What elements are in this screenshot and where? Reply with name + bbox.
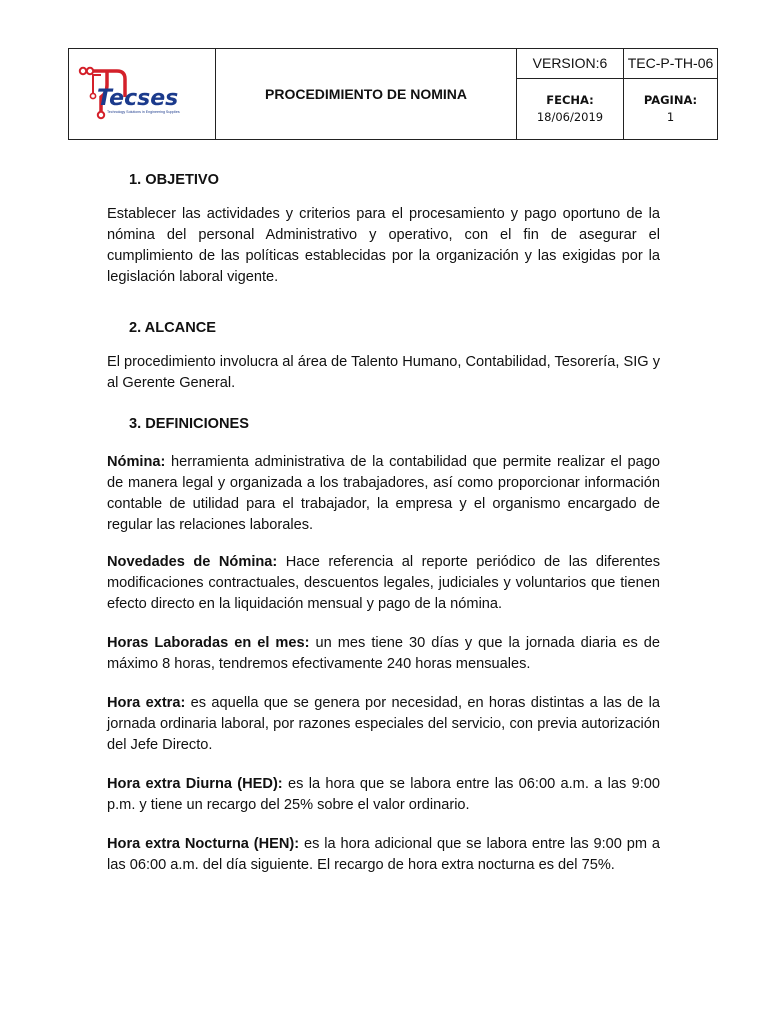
tecses-logo bbox=[77, 63, 207, 125]
definition-text: Hace referencia al reporte periódico de las diferentes modificaciones contractuales, descuentos legales, judiciales y voluntarios que tienen efecto directo en la liquidación mensual y pago de la nómina. bbox=[107, 554, 660, 612]
logo-wordmark: Tecses bbox=[97, 86, 179, 111]
section-heading-definiciones: 3. DEFINICIONES bbox=[129, 416, 250, 432]
definition-text: un mes tiene 30 días y que la jornada diaria es de máximo 8 horas, tendremos efectivamente 240 horas mensuales. bbox=[107, 635, 660, 672]
fecha-label: FECHA: bbox=[546, 92, 594, 107]
section-heading-objetivo: 1. OBJETIVO bbox=[129, 172, 220, 188]
document-title: PROCEDIMIENTO DE NOMINA bbox=[216, 49, 517, 140]
pagina-label: PAGINA: bbox=[643, 92, 698, 107]
fecha-cell bbox=[517, 78, 624, 139]
definition-horas-laboradas bbox=[107, 633, 660, 675]
definition-term: Novedades de Nómina: bbox=[107, 554, 278, 570]
definition-text: es aquella que se genera por necesidad, en horas distintas a las de la jornada ordinaria laboral, por razones especiales del servicio, con previa autorización del Jefe Directo. bbox=[107, 695, 660, 753]
pagina-cell bbox=[624, 78, 718, 139]
definition-nomina bbox=[107, 452, 660, 536]
alcance-text: El procedimiento involucra al área de Talento Humano, Contabilidad, Tesorería, SIG y al Gerente General. bbox=[107, 354, 660, 391]
definition-term: Hora extra: bbox=[107, 695, 186, 711]
definition-text: herramienta administrativa de la contabilidad que permite realizar el pago de manera legal y organizada a los trabajadores, así como proporcionar información contable de utilidad para el trabajador, la empresa y el organismo encargado de regular las relaciones laborales. bbox=[107, 454, 660, 533]
section-heading-alcance: 2. ALCANCE bbox=[129, 320, 217, 336]
document-header bbox=[68, 48, 718, 140]
definition-term: Hora extra Diurna (HED): bbox=[107, 776, 283, 792]
definition-term: Horas Laboradas en el mes: bbox=[107, 635, 310, 651]
definition-term: Hora extra Nocturna (HEN): bbox=[107, 836, 300, 852]
logo-tagline: Technology Solutions in Engineering Supplies bbox=[107, 110, 180, 114]
definition-hed bbox=[107, 774, 660, 816]
version-label: VERSION:6 bbox=[517, 49, 624, 79]
objetivo-text: Establecer las actividades y criterios para el procesamiento y pago oportuno de la nómina del personal Administrativo y operativo, con el fin de asegurar el cumplimiento de las políticas establecidas por la organización y las exigidas por la legislación laboral vigente. bbox=[107, 206, 660, 285]
definition-term: Nómina: bbox=[107, 454, 166, 470]
circuit-logo-icon bbox=[77, 63, 207, 125]
definition-novedades bbox=[107, 552, 660, 615]
definition-text: es la hora adicional que se labora entre las 9:00 pm a las 06:00 a.m. del día siguiente. El recargo de hora extra nocturna es del 75%. bbox=[107, 836, 660, 873]
document-code: TEC-P-TH-06 bbox=[624, 49, 718, 79]
definition-hen bbox=[107, 834, 660, 876]
pagina-value: 1 bbox=[666, 109, 675, 124]
definition-text: es la hora que se labora entre las 06:00 a.m. a las 9:00 p.m. y tiene un recargo del 25% sobre el valor ordinario. bbox=[107, 776, 660, 813]
document-body bbox=[107, 170, 660, 876]
logo-cell bbox=[69, 49, 216, 140]
definition-hora-extra bbox=[107, 693, 660, 756]
fecha-value: 18/06/2019 bbox=[536, 109, 604, 124]
